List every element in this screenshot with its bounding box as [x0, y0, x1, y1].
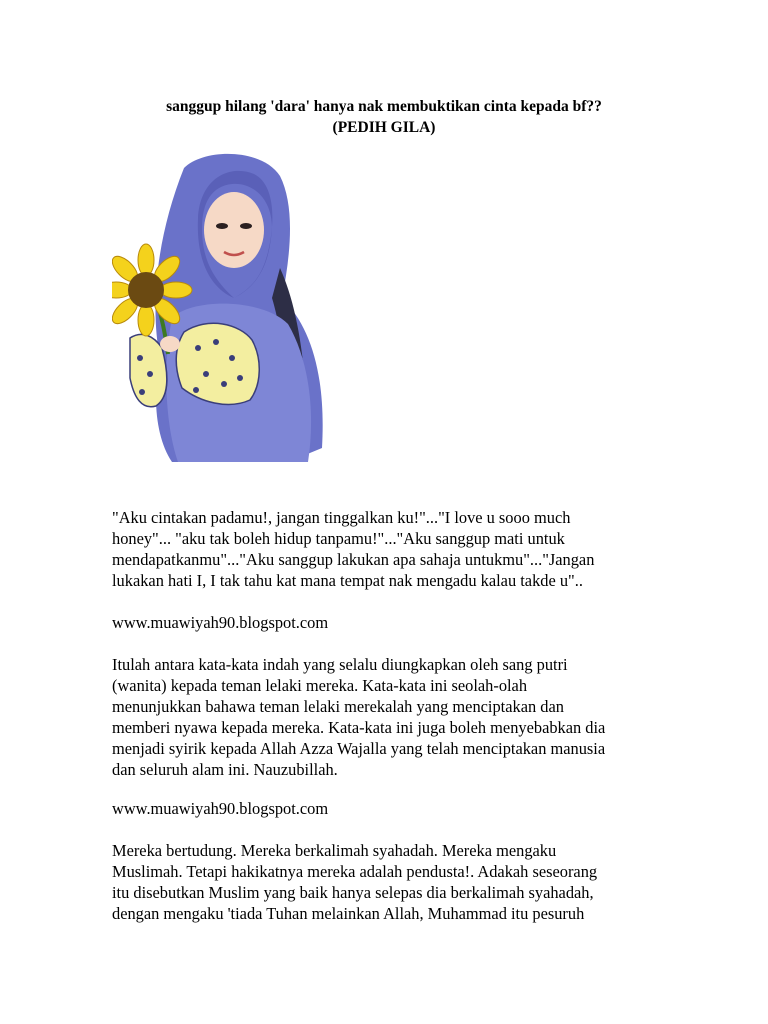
title-line-1: sanggup hilang 'dara' hanya nak membuktikan cinta kepada bf?? [166, 98, 602, 115]
paragraph-quotes [112, 507, 672, 591]
right-sleeve-shape [176, 323, 259, 404]
paragraph-muslimah [112, 840, 672, 924]
text-line: Muslimah. Tetapi hakikatnya mereka adalah pendusta!. Adakah seseorang [112, 862, 598, 881]
right-eye-shape [240, 223, 252, 229]
page-title [0, 96, 768, 138]
text-line: dengan mengaku 'tiada Tuhan melainkan Allah, Muhammad itu pesuruh [112, 904, 585, 923]
paragraph-explanation [112, 654, 672, 780]
blog-url-2: www.muawiyah90.blogspot.com [112, 799, 329, 818]
sunflower-center-shape [128, 272, 164, 308]
text-line: "Aku cintakan padamu!, jangan tinggalkan ku!"..."I love u sooo much [112, 508, 571, 527]
hand-shape [160, 336, 180, 352]
left-eye-shape [216, 223, 228, 229]
blog-url-1: www.muawiyah90.blogspot.com [112, 613, 329, 632]
text-line: (wanita) kepada teman lelaki mereka. Kata-kata ini seolah-olah [112, 676, 528, 695]
text-line: menjadi syirik kepada Allah Azza Wajalla yang telah menciptakan manusia [112, 739, 606, 758]
text-line: menunjukkan bahawa teman lelaki merekalah yang menciptakan dan [112, 697, 564, 716]
text-line: Itulah antara kata-kata indah yang selalu diungkapkan oleh sang putri [112, 655, 568, 674]
illustration-svg [112, 148, 334, 466]
hijab-girl-with-sunflower-illustration [112, 148, 334, 466]
face-shape [204, 192, 264, 268]
title-line-2: (PEDIH GILA) [332, 119, 436, 136]
text-line: itu disebutkan Muslim yang baik hanya selepas dia berkalimah syahadah, [112, 883, 594, 902]
text-line: memberi nyawa kepada mereka. Kata-kata ini juga boleh menyebabkan dia [112, 718, 606, 737]
text-line: honey"... "aku tak boleh hidup tanpamu!"..."Aku sanggup mati untuk [112, 529, 565, 548]
text-line: dan seluruh alam ini. Nauzubillah. [112, 760, 338, 779]
text-line: mendapatkanmu"..."Aku sanggup lakukan apa sahaja untukmu"..."Jangan [112, 550, 595, 569]
text-line: Mereka bertudung. Mereka berkalimah syahadah. Mereka mengaku [112, 841, 557, 860]
text-line: lukakan hati I, I tak tahu kat mana tempat nak mengadu kalau takde u".. [112, 571, 583, 590]
